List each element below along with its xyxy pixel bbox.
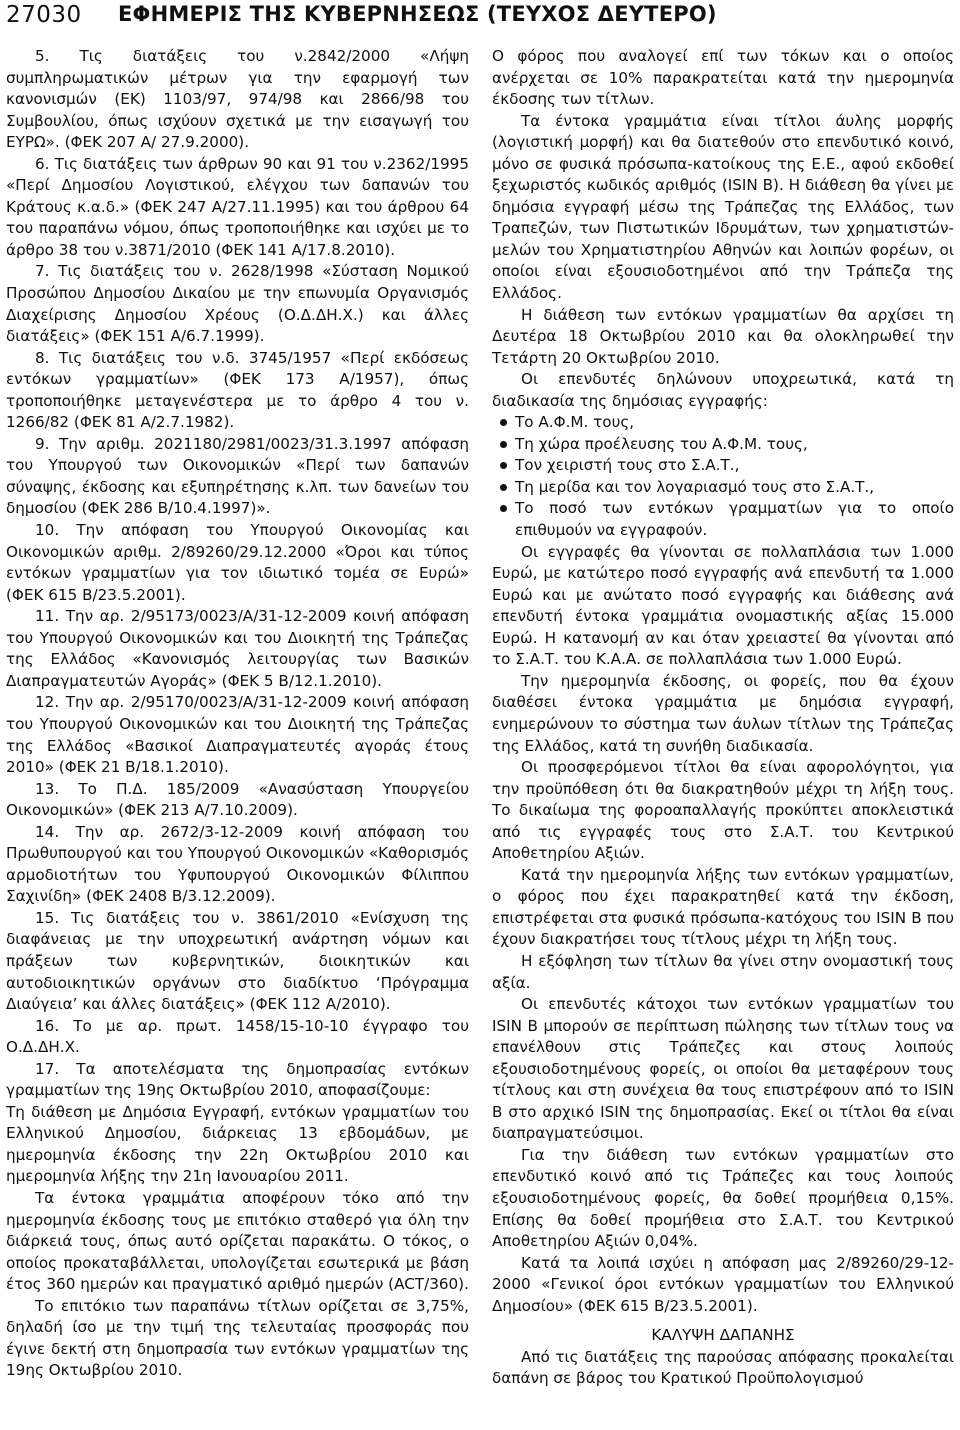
paragraph: Για την διάθεση των εντόκων γραμματίων στο επενδυτικό κοινό από τις Τράπεζες και τους λοιπούς εξουσιοδοτημένους φορείς, θα δοθεί προμήθεια 0,15%. Επίσης θα δοθεί προμήθεια στο Σ.Α.Τ. του Κεντρικού Αποθετηρίου Αξιών 0,04%. xyxy=(492,1145,954,1251)
paragraph: Την ημερομηνία έκδοσης, οι φορείς, που θα έχουν διαθέσει έντοκα γραμμάτια με δημόσια εγγραφή, ενημερώνουν το σύστημα των άυλων τίτλων της Τράπεζας της Ελλάδος, κατά τη συνήθη διαδικασία. xyxy=(492,671,954,755)
paragraph: Κατά την ημερομηνία λήξης των εντόκων γραμματίων, ο φόρος που έχει παρακρατηθεί κατά την έκδοση, επιστρέφεται στα φυσικά πρόσωπα-κατόχους του ISIN B που έχουν διακρατήσει τους τίτλους μέχρι τη λήξη τους. xyxy=(492,865,954,949)
bullet-dot-icon xyxy=(500,441,507,448)
gazette-header xyxy=(0,0,960,34)
list-item-text: Τη μερίδα και τον λογαριασμό τους στο Σ.Α.Τ., xyxy=(515,477,875,496)
paragraph: Οι εγγραφές θα γίνονται σε πολλαπλάσια των 1.000 Ευρώ, με κατώτερο ποσό εγγραφής ανά επενδυτή τα 1.000 Ευρώ και με ανώτατο ποσό εγγραφής και διάθεσης ανά επενδυτή έντοκα γραμμάτια ονομαστικής αξίας 15.000 Ευρώ. Η κατανομή αν και όταν χρειαστεί θα γίνονται από το Σ.Α.Τ. του Κ.Α.Α. σε πολλαπλάσια των 1.000 Ευρώ. xyxy=(492,542,954,669)
list-item-text: Τον χειριστή τους στο Σ.Α.Τ., xyxy=(515,456,740,475)
paragraph: Τη διάθεση με Δημόσια Εγγραφή, εντόκων γραμματίων του Ελληνικού Δημοσίου, διάρκειας 13 εβδομάδων, με ημερομηνία έκδοσης την 22η Οκτωβρίου 2010 και ημερομηνία λήξης την 21η Ιανουαρίου 2011. xyxy=(6,1102,469,1186)
list-item xyxy=(494,412,954,434)
paragraph: Το επιτόκιο των παραπάνω τίτλων ορίζεται σε 3,75%, δηλαδή ίσο με την τιμή της τελευταίας προσφοράς που έγινε δεκτή στη δημοπρασία των εντόκων γραμματίων της 19ης Οκτωβρίου 2010. xyxy=(6,1296,469,1380)
paragraph: Κατά τα λοιπά ισχύει η απόφαση μας 2/89260/29-12-2000 «Γενικοί όροι εντόκων γραμματίων του Ελληνικού Δημοσίου» (ΦΕΚ 615 Β/23.5.2001). xyxy=(492,1253,954,1315)
bullet-list xyxy=(492,412,954,541)
paragraph: 16. Το με αρ. πρωτ. 1458/15-10-10 έγγραφο του Ο.Δ.ΔΗ.Χ. xyxy=(6,1016,469,1057)
bullet-dot-icon xyxy=(500,419,507,426)
list-item-text: Το Α.Φ.Μ. τους, xyxy=(515,413,635,432)
list-item xyxy=(494,498,954,541)
paragraph: Από τις διατάξεις της παρούσας απόφασης προκαλείται δαπάνη σε βάρος του Κρατικού Προϋπολογισμού xyxy=(492,1347,954,1388)
page-number: 27030 xyxy=(6,2,82,28)
gazette-title: ΕΦΗΜΕΡΙΣ ΤΗΣ ΚΥΒΕΡΝΗΣΕΩΣ (ΤΕΥΧΟΣ ΔΕΥΤΕΡΟ) xyxy=(118,2,717,26)
right-column xyxy=(492,46,954,1390)
paragraph: Η διάθεση των εντόκων γραμματίων θα αρχίσει τη Δευτέρα 18 Οκτωβρίου 2010 και θα ολοκληρωθεί την Τετάρτη 20 Οκτωβρίου 2010. xyxy=(492,305,954,367)
bullet-dot-icon xyxy=(500,484,507,491)
section-heading: ΚΑΛΥΨΗ ΔΑΠΑΝΗΣ xyxy=(651,1326,795,1345)
paragraph: 13. Το Π.Δ. 185/2009 «Ανασύσταση Υπουργείου Οικονομικών» (ΦΕΚ 213 Α/7.10.2009). xyxy=(6,779,469,820)
paragraph: 5. Τις διατάξεις του ν.2842/2000 «Λήψη συμπληρωματικών μέτρων για την εφαρμογή των κανονισμών (ΕΚ) 1103/97, 974/98 και 2866/98 του Συμβουλίου, όπως ισχύουν σχετικά με την εισαγωγή του ΕΥΡΩ». (ΦΕΚ 207 Α/ 27.9.2000). xyxy=(6,47,469,152)
paragraph: 12. Την αρ. 2/95170/0023/Α/31-12-2009 κοινή απόφαση του Υπουργού Οικονομικών και του Διοικητή της Τράπεζας της Ελλάδος «Βασικοί Διαπραγματευτές αγοράς έτους 2010» (ΦΕΚ 21 Β/18.1.2010). xyxy=(6,693,469,777)
paragraph: 10. Την απόφαση του Υπουργού Οικονομίας και Οικονομικών αριθμ. 2/89260/29.12.2000 «Όροι και τύπος εντόκων γραμματίων για τον ιδιωτικό τομέα σε Ευρώ» (ΦΕΚ 615 Β/23.5.2001). xyxy=(6,521,469,604)
paragraph: 7. Τις διατάξεις του ν. 2628/1998 «Σύσταση Νομικού Προσώπου Δημοσίου Δικαίου με την επωνυμία Οργανισμός Διαχείρισης Δημοσίου Χρέους (Ο.Δ.ΔΗ.Χ.) και άλλες διατάξεις» (ΦΕΚ 151 Α/6.7.1999). xyxy=(6,262,469,346)
paragraph: Οι επενδυτές κάτοχοι των εντόκων γραμματίων του ISIN B μπορούν σε περίπτωση πώλησης των τίτλων τους να επανέλθουν στις Τράπεζες και στους λοιπούς εξουσιοδοτημένους φορείς, οι οποίοι θα μεταφέρουν τους τίτλους και στη συνέχεια θα τους επιστρέφουν από το ISIN B στο αρχικό ISIN της δημοπρασίας. Εκεί οι τίτλοι θα είναι διαπραγματεύσιμοι. xyxy=(492,995,954,1143)
paragraph: Οι προσφερόμενοι τίτλοι θα είναι αφορολόγητοι, για την προϋπόθεση ότι θα διακρατηθούν μέχρι τη λήξη τους. Το δικαίωμα της φοροαπαλλαγής προκύπτει αποκλειστικά από τις εγγραφές τους στο Σ.Α.Τ. του Κεντρικού Αποθετηρίου Αξιών. xyxy=(492,758,954,863)
paragraph: 14. Την αρ. 2672/3-12-2009 κοινή απόφαση του Πρωθυπουργού και του Υπουργού Οικονομικών «Καθορισμός αρμοδιοτήτων του Υφυπουργού Οικονομικών Φίλιππου Σαχινίδη» (ΦΕΚ 2408 Β/3.12.2009). xyxy=(6,822,469,906)
bullet-dot-icon xyxy=(500,462,507,469)
paragraph: 9. Την αριθμ. 2021180/2981/0023/31.3.1997 απόφαση του Υπουργού των Οικονομικών «Περί των δαπανών σύναψης, έκδοσης και εξυπηρέτησης κ.λπ. των δανείων του δημοσίου (ΦΕΚ 286 Β/10.4.1997)». xyxy=(6,434,469,518)
paragraph: 6. Τις διατάξεις των άρθρων 90 και 91 του ν.2362/1995 «Περί Δημοσίου Λογιστικού, ελέγχου των δαπανών του Κράτους κ.α.δ.» (ΦΕΚ 247 Α/27.11.1995) και του άρθρου 64 του παραπάνω νόμου, όπως τροποποιήθηκε και ισχύει με το άρθρο 38 του ν.3871/2010 (ΦΕΚ 141 Α/17.8.2010). xyxy=(6,154,469,259)
list-item xyxy=(494,434,954,456)
paragraph: Η εξόφληση των τίτλων θα γίνει στην ονομαστική τους αξία. xyxy=(492,951,954,992)
paragraph: 11. Την αρ. 2/95173/0023/Α/31-12-2009 κοινή απόφαση του Υπουργού Οικονομικών και του Διοικητή της Τράπεζας της Ελλάδος «Κανονισμός λειτουργίας των Βασικών Διαπραγματευτών Αγοράς» (ΦΕΚ 5 Β/12.1.2010). xyxy=(6,607,469,690)
list-item xyxy=(494,455,954,477)
paragraph: 15. Τις διατάξεις του ν. 3861/2010 «Ενίσχυση της διαφάνειας με την υποχρεωτική ανάρτηση νόμων και πράξεων των κυβερνητικών, διοικητικών και αυτοδιοικητικών οργάνων στο διαδίκτυο ‘Πρόγραμμα Διαύγεια’ και άλλες διατάξεις» (ΦΕΚ 112 Α/2010). xyxy=(6,908,469,1014)
list-item-text: Τη χώρα προέλευσης του Α.Φ.Μ. τους, xyxy=(515,434,808,453)
paragraph: Τα έντοκα γραμμάτια είναι τίτλοι άυλης μορφής (λογιστική μορφή) και θα διατεθούν στο επενδυτικό κοινό, μόνο σε φυσικά πρόσωπα-κατοίκους της Ε.Ε., αφού εκδοθεί ξεχωριστός κωδικός αριθμός (ISIN B). Η διάθεση θα γίνει με δημόσια εγγραφή μέσω της Τράπεζας της Ελλάδος, των Τραπεζών, των Πιστωτικών Ιδρυμάτων, των χρηματιστών-μελών του Χρηματιστηρίου Αθηνών και λοιπών φορέων, οι οποίοι είναι εξουσιοδοτημένοι από την Τράπεζα της Ελλάδος. xyxy=(492,111,954,303)
list-item xyxy=(494,477,954,499)
paragraph: Τα έντοκα γραμμάτια αποφέρουν τόκο από την ημερομηνία έκδοσης τους με επιτόκιο σταθερό για όλη την διάρκειά τους, όπως αυτό ορίζεται παρακάτω. Ο τόκος, ο οποίος προκαταβάλλεται, υπολογίζεται εσωτερικά με βάση έτος 360 ημερών και πραγματικό αριθμό ημερών (ACT/360). xyxy=(6,1188,469,1294)
paragraph: 8. Τις διατάξεις του ν.δ. 3745/1957 «Περί εκδόσεως εντόκων γραμματίων» (ΦΕΚ 173 Α/1957), όπως τροποποιήθηκε μεταγενέστερα με το άρθρο 4 του ν. 1266/82 (ΦΕΚ 81 Α/2.7.1982). xyxy=(6,348,469,432)
bullet-dot-icon xyxy=(500,505,507,512)
paragraph: Οι επενδυτές δηλώνουν υποχρεωτικά, κατά τη διαδικασία της δημόσιας εγγραφής: xyxy=(492,370,954,410)
left-column xyxy=(6,46,469,1382)
paragraph: 17. Τα αποτελέσματα της δημοπρασίας εντόκων γραμματίων της 19ης Οκτωβρίου 2010, αποφασίζουμε: xyxy=(6,1059,469,1100)
paragraph: Ο φόρος που αναλογεί επί των τόκων και ο οποίος ανέρχεται σε 10% παρακρατείται κατά την ημερομηνία έκδοσης των τίτλων. xyxy=(492,47,954,109)
list-item-text: Το ποσό των εντόκων γραμματίων για το οποίο επιθυμούν να εγγραφούν. xyxy=(515,499,954,540)
